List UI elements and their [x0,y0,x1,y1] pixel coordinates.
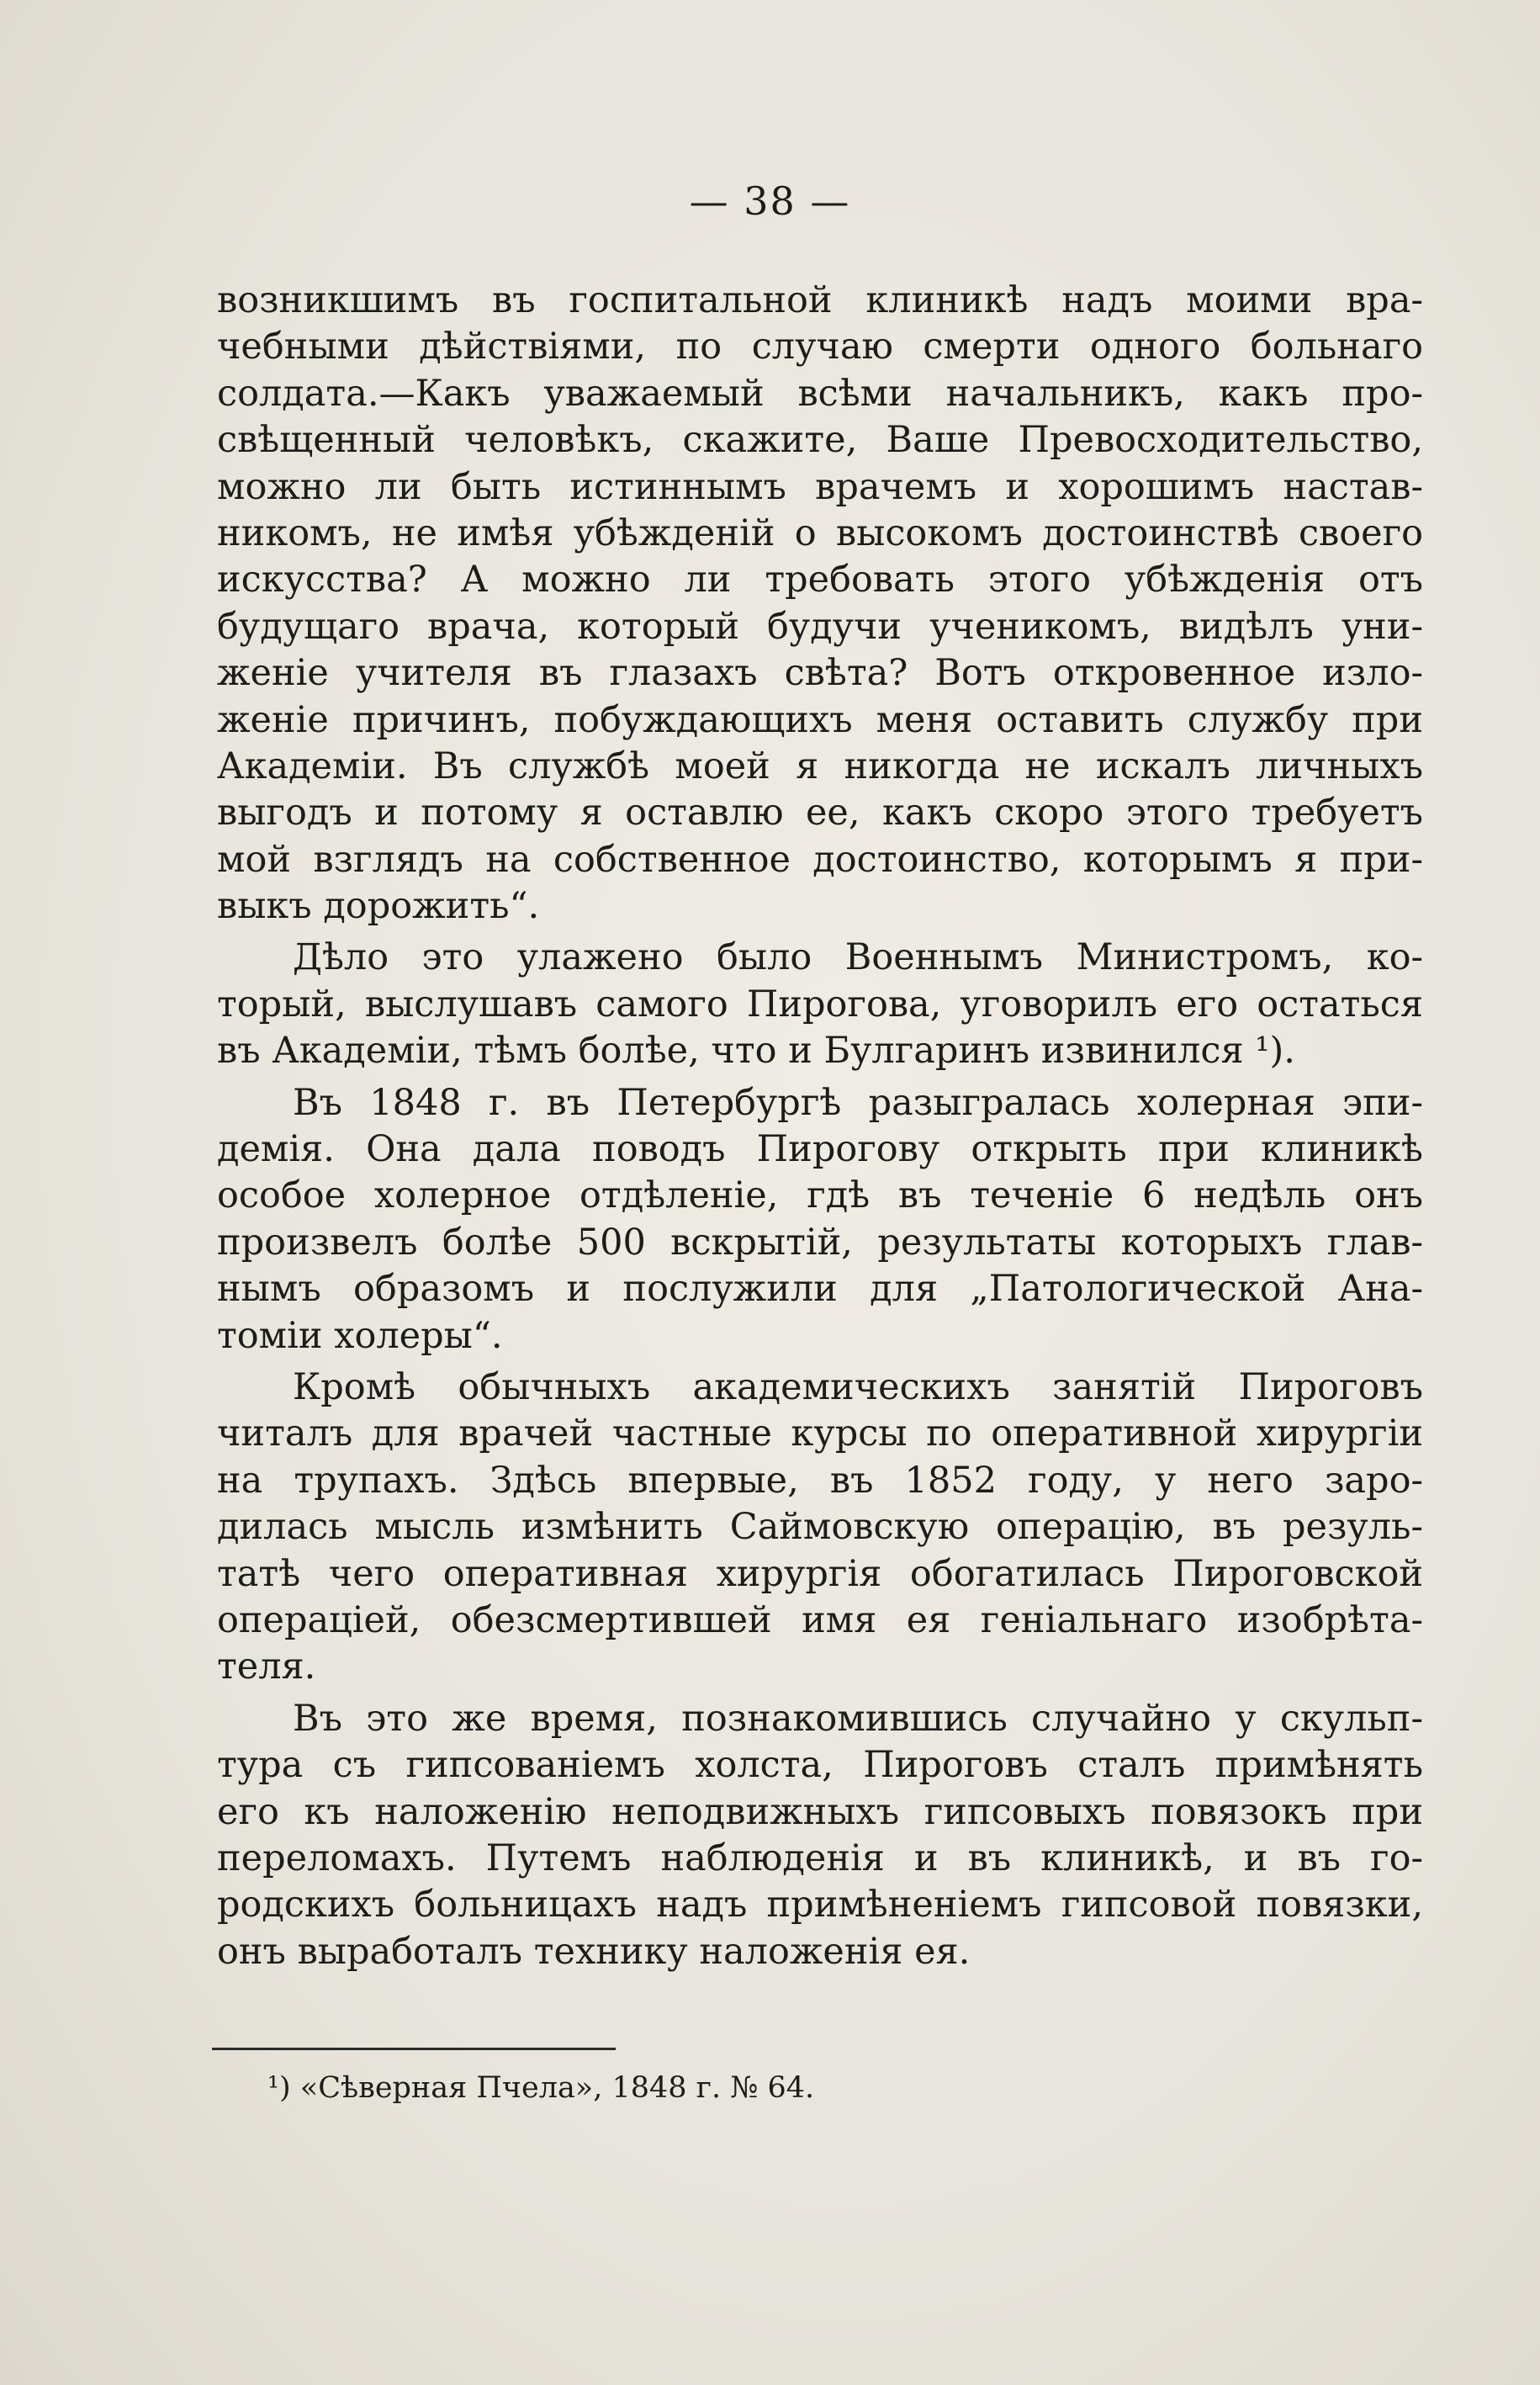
text-line: особое холерное отдѣленіе, гдѣ въ теченіе 6 недѣль онъ [217,1174,1423,1217]
text-line: Кромѣ обычныхъ академическихъ занятій Пироговъ [293,1365,1423,1408]
text-line: нымъ образомъ и послужили для „Патологической Ана- [217,1268,1423,1311]
text-line: торый, выслушавъ самого Пирогова, уговорилъ его остаться [217,983,1423,1026]
text-line: солдата.—Какъ уважаемый всѣми начальникъ, какъ про- [217,372,1423,415]
text-line: томіи холеры“. [217,1314,503,1357]
page-number: — 38 — [689,178,851,224]
text-line: дилась мысль измѣнить Саймовскую операцію, въ резуль- [217,1506,1423,1549]
text-line: женіе учителя въ глазахъ свѣта? Вотъ откровенное изло- [217,652,1423,695]
text-line: онъ выработалъ технику наложенія ея. [217,1930,971,1973]
footnote: ¹) «Сѣверная Пчела», 1848 г. № 64. [267,2071,815,2105]
text-line: его къ наложенію неподвижныхъ гипсовыхъ повязокъ при [217,1790,1423,1833]
text-line: переломахъ. Путемъ наблюденія и въ клиникѣ, и въ го- [217,1836,1423,1879]
text-line: мой взглядъ на собственное достоинство, которымъ я при- [217,838,1423,881]
text-line: выкъ дорожить“. [217,885,540,928]
text-line: Въ это же время, познакомившись случайно у скульп- [293,1697,1423,1740]
text-line: искусства? А можно ли требовать этого убѣжденія отъ [217,559,1423,602]
text-line: читалъ для врачей частные курсы по оперативной хирургіи [217,1412,1423,1455]
footnote-divider [212,2048,616,2050]
text-line: чебными дѣйствіями, по случаю смерти одного больнаго [217,326,1423,368]
text-line: теля. [217,1646,316,1688]
text-line: родскихъ больницахъ надъ примѣненіемъ гипсовой повязки, [217,1884,1423,1927]
text-line: возникшимъ въ госпитальной клиникѣ надъ моими вра- [217,279,1423,321]
text-line: женіе причинъ, побуждающихъ меня оставить службу при [217,698,1423,741]
body-text [217,278,1423,1975]
text-line: на трупахъ. Здѣсь впервые, въ 1852 году, у него заро- [217,1459,1423,1502]
text-line: Академіи. Въ службѣ моей я никогда не искалъ личныхъ [217,745,1423,787]
text-line: Въ 1848 г. въ Петербургѣ разыгралась холерная эпи- [293,1081,1423,1124]
text-line: демія. Она дала поводъ Пирогову открыть при клиникѣ [217,1128,1423,1171]
text-line: тура съ гипсованіемъ холста, Пироговъ сталъ примѣнять [217,1744,1423,1787]
text-line: никомъ, не имѣя убѣжденій о высокомъ достоинствѣ своего [217,511,1423,554]
text-line: произвелъ болѣе 500 вскрытій, результаты которыхъ глав- [217,1221,1423,1264]
text-line: операціей, обезсмертившей имя ея геніальнаго изобрѣта- [217,1598,1423,1641]
text-line: татѣ чего оперативная хирургія обогатилась Пироговской [217,1552,1423,1595]
text-line: будущаго врача, который будучи ученикомъ, видѣлъ уни- [217,605,1423,648]
text-line: выгодъ и потому я оставлю ее, какъ скоро этого требуетъ [217,792,1423,835]
text-line: можно ли быть истиннымъ врачемъ и хорошимъ настав- [217,465,1423,508]
text-line: въ Академіи, тѣмъ болѣе, что и Булгаринъ извинился ¹). [217,1030,1295,1073]
text-line: Дѣло это улажено было Военнымъ Министромъ, ко- [293,936,1423,979]
text-line: свѣщенный человѣкъ, скажите, Ваше Превосходительство, [217,419,1423,462]
